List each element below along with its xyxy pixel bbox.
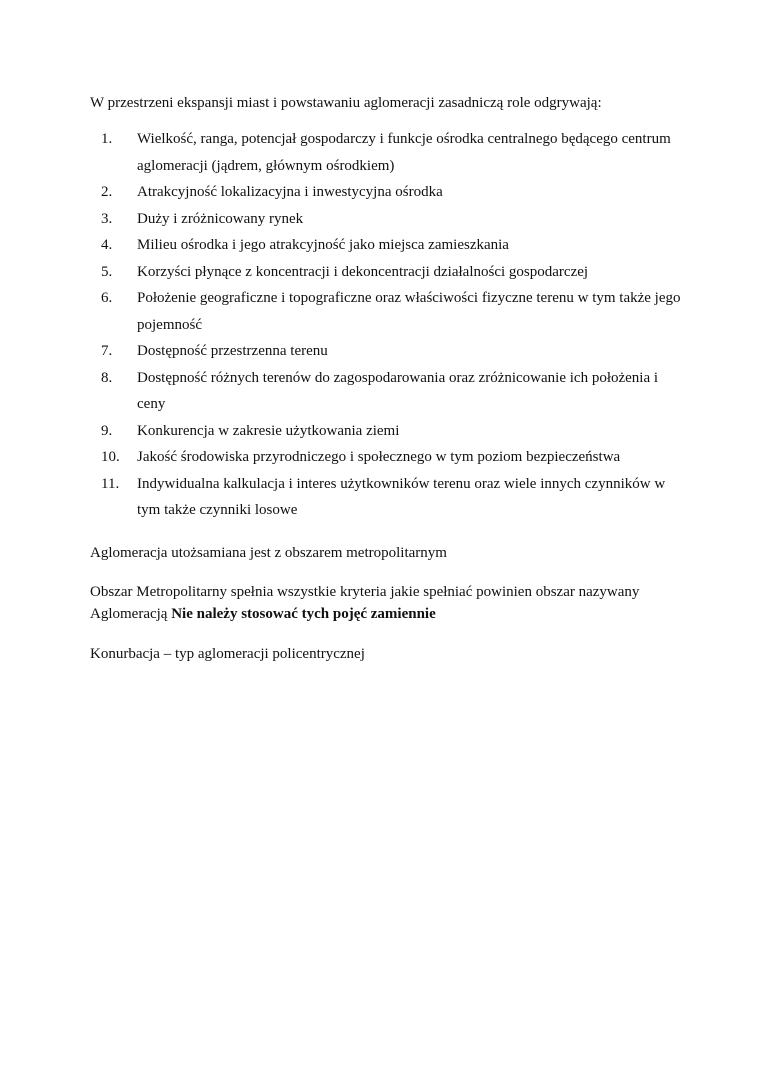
list-item-text: Atrakcyjność lokalizacyjna i inwestycyjna ośrodka: [137, 184, 443, 200]
intro-paragraph: W przestrzeni ekspansji miast i powstawaniu aglomeracji zasadniczą role odgrywają:: [90, 95, 602, 111]
list-item-text: Wielkość, ranga, potencjał gospodarczy i funkcje ośrodka centralnego będącego centrum aglomeracji (jądrem, głównym ośrodkiem): [137, 131, 671, 174]
list-item-text: Duży i zróżnicowany rynek: [137, 210, 304, 227]
obszar-text: Obszar Metropolitarny spełnia wszystkie kryteria jakie spełniać powinien obszar nazywany Aglomeracją: [90, 583, 640, 622]
list-item: [90, 179, 690, 206]
list-item: [90, 259, 690, 286]
list-item: [90, 471, 690, 524]
list-item-text: Dostępność przestrzenna terenu: [137, 343, 328, 359]
list-item: [90, 444, 690, 471]
list-item-number: 6.: [101, 290, 113, 306]
list-item: [90, 418, 690, 445]
obszar-bold-text: Nie należy stosować tych pojęć zamiennie: [171, 605, 436, 622]
list-item-number: 3.: [101, 210, 113, 227]
factor-list: [90, 126, 690, 524]
aglomeracja-paragraph: Aglomeracja utożsamiana jest z obszarem metropolitarnym: [90, 544, 447, 561]
obszar-paragraph: [90, 581, 690, 625]
list-item-text: Dostępność różnych terenów do zagospodarowania oraz zróżnicowanie ich położenia i ceny: [137, 369, 659, 412]
list-item-number: 2.: [101, 184, 113, 200]
list-item-number: 8.: [101, 369, 113, 386]
list-item: [90, 338, 690, 365]
list-item-text: Położenie geograficzne i topograficzne oraz właściwości fizyczne terenu w tym także jego pojemność: [137, 290, 681, 333]
list-item: [90, 232, 690, 259]
list-item: [90, 206, 690, 233]
list-item: [90, 285, 690, 338]
list-item-text: Jakość środowiska przyrodniczego i społecznego w tym poziom bezpieczeństwa: [137, 449, 621, 465]
konurbacja-paragraph: Konurbacja – typ aglomeracji policentrycznej: [90, 645, 365, 662]
list-item-text: Indywidualna kalkulacja i interes użytkowników terenu oraz wiele innych czynników w tym także czynniki losowe: [137, 475, 666, 518]
list-item: [90, 365, 690, 418]
list-item-number: 9.: [101, 422, 113, 439]
list-item-number: 10.: [101, 449, 120, 465]
list-item: [90, 126, 690, 179]
list-item-number: 4.: [101, 237, 113, 253]
document-page: [90, 90, 690, 665]
list-item-text: Konkurencja w zakresie użytkowania ziemi: [137, 422, 400, 439]
list-item-number: 11.: [101, 475, 120, 492]
list-item-number: 7.: [101, 343, 113, 359]
list-item-text: Korzyści płynące z koncentracji i dekoncentracji działalności gospodarczej: [137, 263, 589, 280]
list-item-number: 1.: [101, 131, 113, 147]
list-item-number: 5.: [101, 263, 113, 280]
list-item-text: Milieu ośrodka i jego atrakcyjność jako miejsca zamieszkania: [137, 237, 509, 253]
